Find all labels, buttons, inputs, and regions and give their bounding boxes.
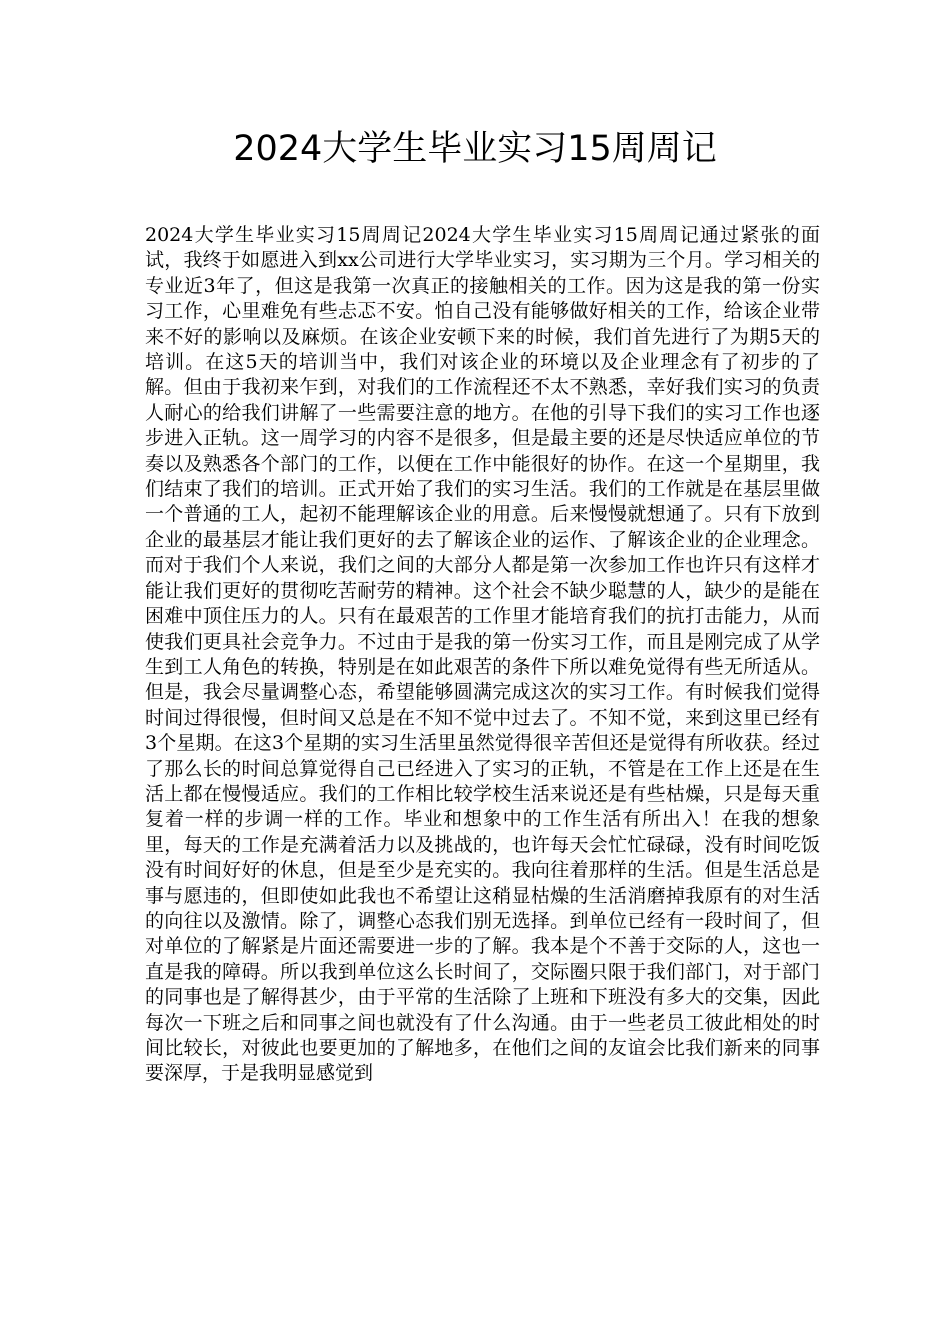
- document-title: 2024大学生毕业实习15周周记: [233, 129, 717, 169]
- document-body: 2024大学生毕业实习15周周记2024大学生毕业实习15周周记通过紧张的面试，我终于如愿进入到xx公司进行大学毕业实习，实习期为三个月。学习相关的专业近3年了，但这是我第一次真正的接触相关的工作。因为这是我的第一份实习工作，心里难免有些忐忑不安。怕自己没有能够做好相关的工作，给该企业带来不好的影响以及麻烦。在该企业安顿下来的时候，我们首先进行了为期5天的培训。在这5天的培训当中，我们对该企业的环境以及企业理念有了初步的了解。但由于我初来乍到，对我们的工作流程还不太不熟悉，幸好我们实习的负责人耐心的给我们讲解了一些需要注意的地方。在他的引导下我们的实习工作也逐步进入正轨。这一周学习的内容不是很多，但是最主要的还是尽快适应单位的节奏以及熟悉各个部门的工作，以便在工作中能很好的协作。在这一个星期里，我们结束了我们的培训。正式开始了我们的实习生活。我们的工作就是在基层里做一个普通的工人，起初不能理解该企业的用意。后来慢慢就想通了。只有下放到企业的最基层才能让我们更好的去了解该企业的运作、了解该企业的企业理念。而对于我们个人来说，我们之间的大部分人都是第一次参加工作也许只有这样才能让我们更好的贯彻吃苦耐劳的精神。这个社会不缺少聪慧的人，缺少的是能在困难中顶住压力的人。只有在最艰苦的工作里才能培育我们的抗打击能力，从而使我们更具社会竞争力。不过由于是我的第一份实习工作，而且是刚完成了从学生到工人角色的转换，特别是在如此艰苦的条件下所以难免觉得有些无所适从。但是，我会尽量调整心态，希望能够圆满完成这次的实习工作。有时候我们觉得时间过得很慢，但时间又总是在不知不觉中过去了。不知不觉，来到这里已经有3个星期。在这3个星期的实习生活里虽然觉得很辛苦但还是觉得有所收获。经过了那么长的时间总算觉得自己已经进入了实习的正轨，不管是在工作上还是在生活上都在慢慢适应。我们的工作相比较学校生活来说还是有些枯燥，只是每天重复着一样的步调一样的工作。毕业和想象中的工作生活有所出入！在我的想象里，每天的工作是充满着活力以及挑战的，也许每天会忙忙碌碌，没有时间吃饭没有时间好好的休息，但是至少是充实的。我向往着那样的生活。但是生活总是事与愿违的，但即使如此我也不希望让这稍显枯燥的生活消磨掉我原有的对生活的向往以及激情。除了，调整心态我们别无选择。到单位已经有一段时间了，但对单位的了解紧是片面还需要进一步的了解。我本是个不善于交际的人，这也一直是我的障碍。所以我到单位这么长时间了，交际圈只限于我们部门，对于部门的同事也是了解得甚少，由于平常的生活除了上班和下班没有多大的交集，因此每次一下班之后和同事之间也就没有了什么沟通。由于一些老员工彼此相处的时间比较长，对彼此也要更加的了解地多，在他们之间的友谊会比我们新来的同事要深厚，于是我明显感觉到: [145, 224, 820, 1085]
